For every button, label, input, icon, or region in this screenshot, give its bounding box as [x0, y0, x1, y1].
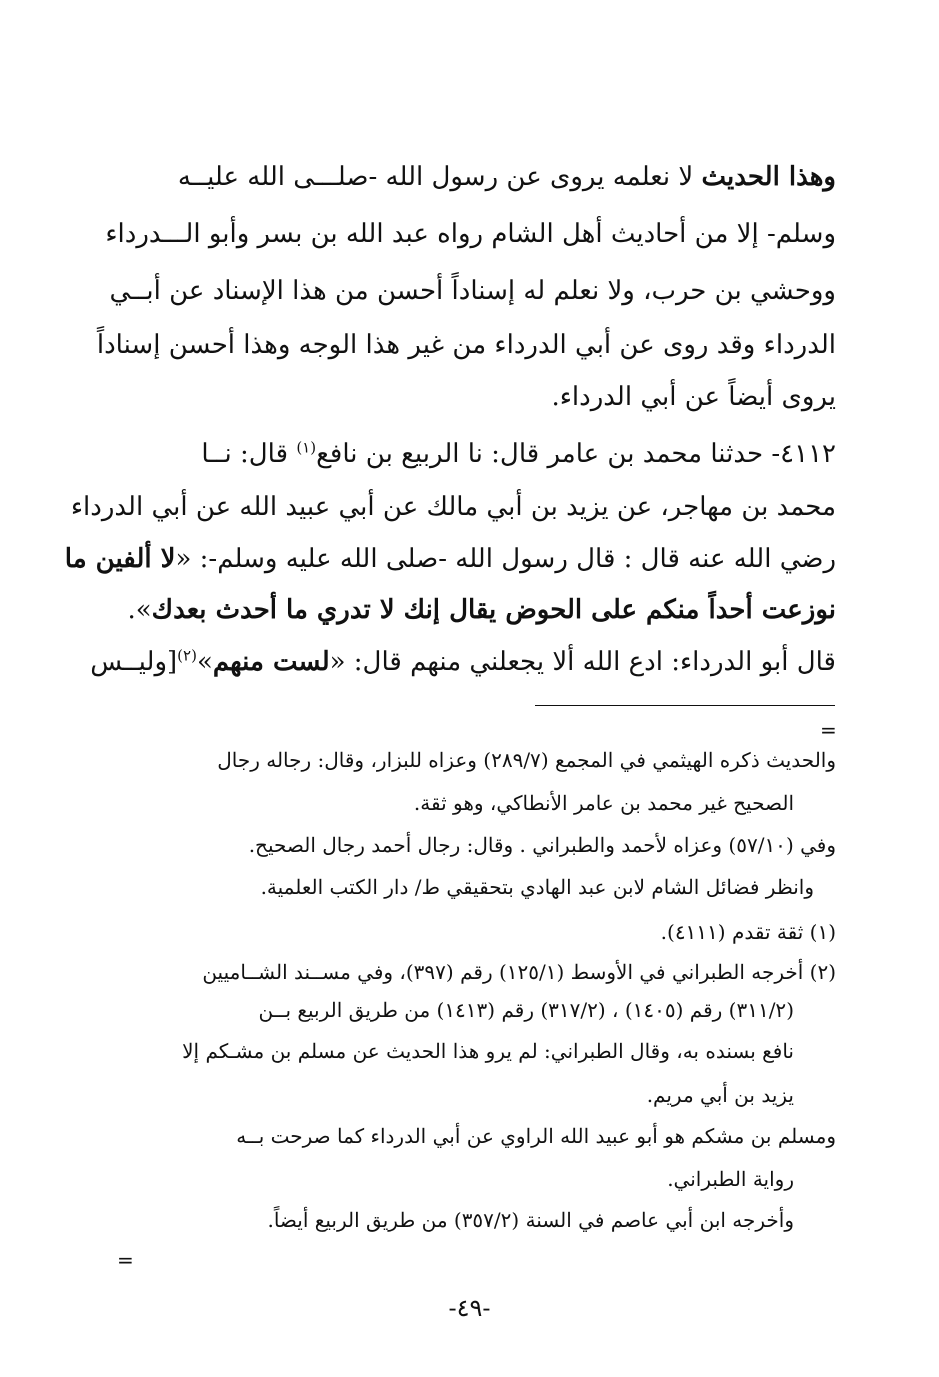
- body-line-2: وسلم- إلا من أحاديث أهل الشام رواه عبد الله بن بسر وأبو الـــدرداء: [105, 219, 836, 249]
- footnote-2-line-7: وأخرجه ابن أبي عاصم في السنة (٣٥٧/٢) من طريق الربيع أيضاً.: [267, 1208, 794, 1232]
- body-line-10: [90, 645, 836, 679]
- body-text: لا نعلمه يروى عن رسول الله -صلـــى الله عليــه: [177, 162, 702, 192]
- footnote-ref-1: (١): [296, 438, 317, 457]
- footnote-2-line-5: ومسلم بن مشكم هو أبو عبيد الله الراوي عن أبي الدرداء كما صرحت بــه: [236, 1124, 836, 1148]
- body-text: رضي الله عنه قال : قال رسول الله -صلى الله عليه وسلم-: «: [175, 544, 836, 574]
- body-line-5: يروى أيضاً عن أبي الدرداء.: [551, 382, 836, 412]
- footnote-line-1: والحديث ذكره الهيثمي في المجمع (٢٨٩/٧) وعزاه للبزار، وقال: رجاله رجال: [217, 748, 836, 772]
- footnote-2-line-4: يزيد بن أبي مريم.: [646, 1083, 794, 1107]
- body-line-7: محمد بن مهاجر، عن يزيد بن أبي مالك عن أبي عبيد الله عن أبي الدرداء: [70, 492, 836, 522]
- body-line-3: ووحشي بن حرب، ولا نعلم له إسناداً أحسن من هذا الإسناد عن أبــي: [109, 276, 836, 306]
- body-text: [وليــس: [90, 647, 178, 677]
- body-line-1: [126, 160, 836, 194]
- hadith-text-bold: نوزعت أحداً منكم على الحوض يقال إنك لا تدري ما أحدث بعدك: [151, 595, 836, 625]
- body-line-6: [126, 437, 836, 471]
- body-text: ».: [127, 595, 152, 625]
- footnote-ref-2: (٢): [177, 646, 197, 665]
- footnote-2-line-3: نافع بسنده به، وقال الطبراني: لم يرو هذا الحديث عن مسلم بن مشـكم إلا: [182, 1039, 794, 1063]
- footnote-2-line-2: (٣١١/٢) رقم (١٤٠٥) ، (٣١٧/٢) رقم (١٤١٣) من طريق الربيع بــن: [258, 998, 794, 1022]
- footnote-line-4: وانظر فضائل الشام لابن عبد الهادي بتحقيقي ط/ دار الكتب العلمية.: [260, 875, 814, 899]
- hadith-text-bold: لا ألفين ما: [64, 544, 176, 574]
- page-number: -٤٩-: [448, 1294, 491, 1322]
- footnote-line-2: الصحيح غير محمد بن عامر الأنطاكي، وهو ثقة.: [413, 791, 794, 815]
- continuation-mark-bottom: =: [117, 1248, 134, 1272]
- footnote-line-3: وفي (٥٧/١٠) وعزاه لأحمد والطبراني . وقال: رجال أحمد رجال الصحيح.: [248, 833, 836, 857]
- body-line-9: [126, 593, 836, 627]
- body-text: »: [196, 647, 213, 677]
- body-text: قال أبو الدرداء: ادع الله ألا يجعلني منهم قال: «: [329, 647, 836, 677]
- footnote-separator: [535, 705, 835, 706]
- body-text: قال: نــا: [201, 439, 297, 469]
- footnote-1: (١) ثقة تقدم (٤١١١).: [660, 920, 836, 944]
- footnote-2-line-1: (٢) أخرجه الطبراني في الأوسط (١٢٥/١) رقم (٣٩٧)، وفي مســند الشــاميين: [202, 960, 836, 984]
- hadith-text-bold: لست منهم: [212, 647, 330, 677]
- bold-phrase: وهذا الحديث: [701, 162, 836, 192]
- footnote-2-line-6: رواية الطبراني.: [667, 1167, 794, 1191]
- continuation-mark-top: =: [820, 718, 837, 742]
- hadith-number-chain: ٤١١٢- حدثنا محمد بن عامر قال: نا الربيع بن نافع: [316, 439, 836, 469]
- body-line-8: [64, 542, 836, 576]
- body-line-4: الدرداء وقد روى عن أبي الدرداء من غير هذا الوجه وهذا أحسن إسناداً: [96, 330, 836, 360]
